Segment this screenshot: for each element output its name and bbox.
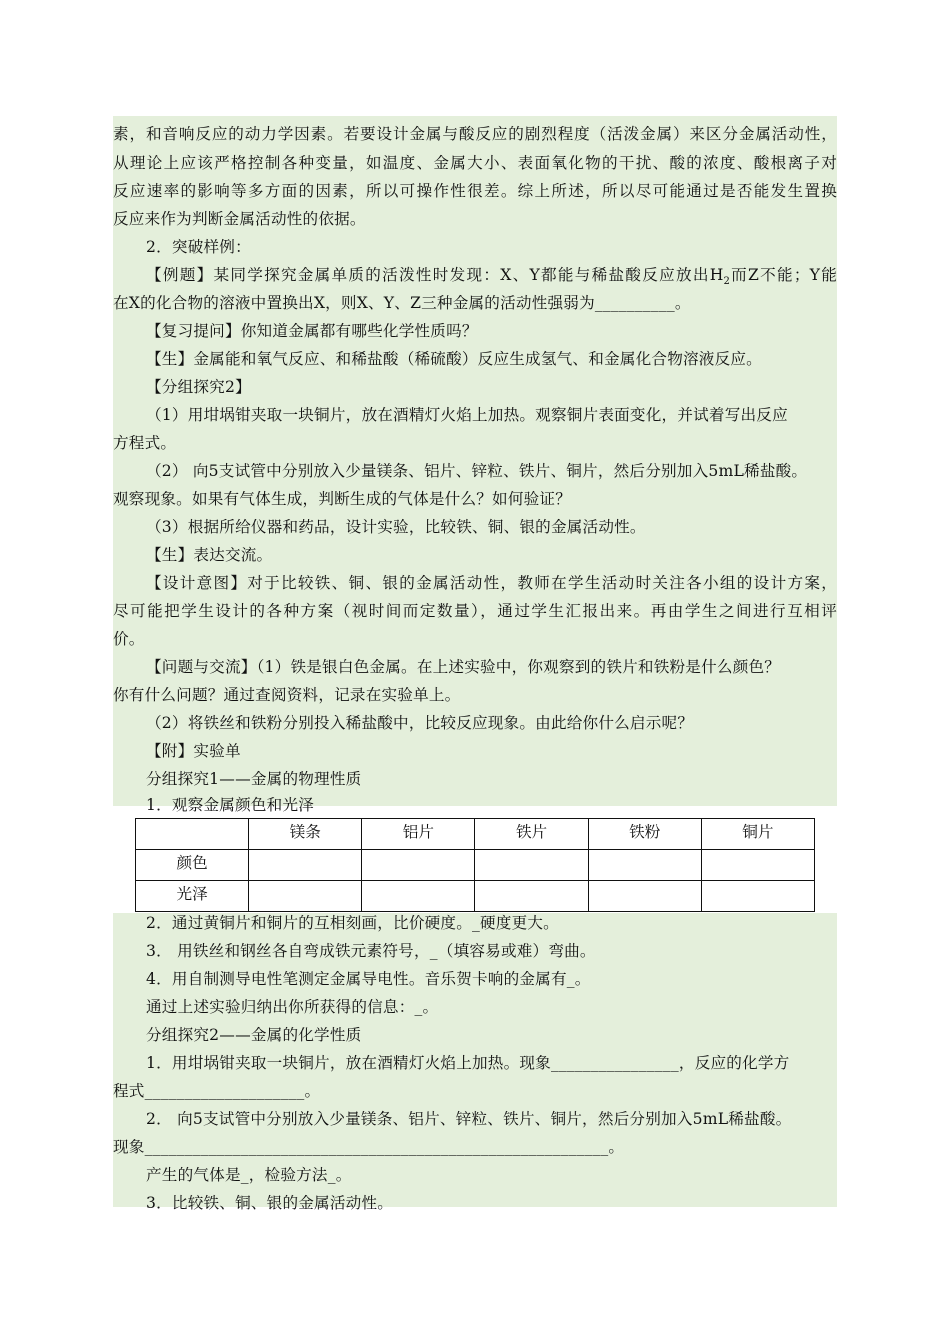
text-line: 从理论上应该严格控制各种变量，如温度、金属大小、表面氧化物的干扰、酸的浓度、酸根离子对 xyxy=(113,154,837,172)
text-line: （2）将铁丝和铁粉分别投入稀盐酸中，比较反应现象。由此给你什么启示呢？ xyxy=(146,714,694,732)
text-line: 观察现象。如果有气体生成，判断生成的气体是什么？如何验证？ xyxy=(113,490,572,508)
table-header-cell: 铁粉 xyxy=(588,819,701,850)
text-line: 素，和音响反应的动力学因素。若要设计金属与酸反应的剧烈程度（活泼金属）来区分金属活动性， xyxy=(113,125,837,143)
table-cell[interactable] xyxy=(701,881,814,912)
table-cell[interactable] xyxy=(588,850,701,881)
text-line: 【生】金属能和氧气反应、和稀盐酸（稀硫酸）反应生成氢气、和金属化合物溶液反应。 xyxy=(146,350,762,368)
text-line: （3）根据所给仪器和药品，设计实验，比较铁、铜、银的金属活动性。 xyxy=(146,518,646,536)
text-line: （2） 向5支试管中分别放入少量镁条、铝片、锌粒、铁片、铜片，然后分别加入5mL稀盐酸。 xyxy=(146,462,808,480)
text-line: 1．观察金属颜色和光泽 xyxy=(146,796,315,814)
text-line: 方程式。 xyxy=(113,434,177,452)
text-line: 在X的化合物的溶液中置换出X，则X、Y、Z三种金属的活动性强弱为__________。 xyxy=(113,294,691,312)
section-heading: 【附】实验单 xyxy=(146,742,241,760)
table-cell[interactable] xyxy=(588,881,701,912)
section-heading: 分组探究2——金属的化学性质 xyxy=(146,1026,362,1044)
text-line: 你有什么问题？通过查阅资料，记录在实验单上。 xyxy=(113,686,461,704)
table-row xyxy=(136,881,815,912)
text-line: 4．用自制测导电性笔测定金属导电性。音乐贺卡响的金属有_。 xyxy=(146,970,591,988)
observation-table xyxy=(135,818,815,912)
table-header-cell xyxy=(136,819,249,850)
table-cell[interactable] xyxy=(362,881,475,912)
text-line: 产生的气体是_，检验方法_。 xyxy=(146,1166,352,1184)
text-line: 2． 向5支试管中分别放入少量镁条、铝片、锌粒、铁片、铜片，然后分别加入5mL稀盐酸。 xyxy=(146,1110,792,1128)
section-heading: 【分组探究2】 xyxy=(146,378,251,396)
text-line: 尽可能把学生设计的各种方案（视时间而定数量），通过学生汇报出来。再由学生之间进行互相评 xyxy=(113,602,837,620)
table-header-cell: 镁条 xyxy=(249,819,362,850)
text-line: 反应速率的影响等多方面的因素，所以可操作性很差。综上所述，所以尽可能通过是否能发生置换 xyxy=(113,182,837,200)
text-line: 【生】表达交流。 xyxy=(146,546,273,564)
table-cell[interactable] xyxy=(475,850,588,881)
text-line: 2．通过黄铜片和铜片的互相刻画，比价硬度。_硬度更大。 xyxy=(146,914,559,932)
text-line: 反应来作为判断金属活动性的依据。 xyxy=(113,210,366,228)
row-label: 颜色 xyxy=(136,850,249,881)
table-header-cell: 铜片 xyxy=(701,819,814,850)
section-heading: 2．突破样例： xyxy=(146,238,251,256)
text-line: 【复习提问】你知道金属都有哪些化学性质吗？ xyxy=(146,322,478,340)
table-header-row xyxy=(136,819,815,850)
text-line: 【问题与交流】（1）铁是银白色金属。在上述实验中，你观察到的铁片和铁粉是什么颜色？ xyxy=(146,658,781,676)
table-header-cell: 铝片 xyxy=(362,819,475,850)
table-cell[interactable] xyxy=(249,850,362,881)
text-line: 程式____________________。 xyxy=(113,1082,321,1100)
text-line: 3．比较铁、铜、银的金属活动性。 xyxy=(146,1194,394,1212)
table-row xyxy=(136,850,815,881)
table-header-cell: 铁片 xyxy=(475,819,588,850)
text-line: （1）用坩埚钳夹取一块铜片，放在酒精灯火焰上加热。观察铜片表面变化，并试着写出反应 xyxy=(146,406,788,424)
text-line: 1．用坩埚钳夹取一块铜片，放在酒精灯火焰上加热。现象________________，反应的化学方 xyxy=(146,1054,790,1072)
table-cell[interactable] xyxy=(362,850,475,881)
text-line: 价。 xyxy=(113,630,145,648)
text-line: 3． 用铁丝和钢丝各自弯成铁元素符号，_（填容易或难）弯曲。 xyxy=(146,942,596,960)
subscript-2: 2 xyxy=(723,276,731,288)
row-label: 光泽 xyxy=(136,881,249,912)
text-line: 现象__________________________________________________________。 xyxy=(113,1138,625,1156)
table-cell[interactable] xyxy=(475,881,588,912)
section-heading: 分组探究1——金属的物理性质 xyxy=(146,770,362,788)
text-line: 通过上述实验归纳出你所获得的信息：_。 xyxy=(146,998,439,1016)
table-cell[interactable] xyxy=(249,881,362,912)
text-line: 【设计意图】对于比较铁、铜、银的金属活动性，教师在学生活动时关注各小组的设计方案， xyxy=(146,574,837,592)
example-question-line: 【例题】某同学探究金属单质的活泼性时发现：X、Y都能与稀盐酸反应放出$H_2$而Z不能；Y能 xyxy=(146,266,838,288)
table-cell[interactable] xyxy=(701,850,814,881)
